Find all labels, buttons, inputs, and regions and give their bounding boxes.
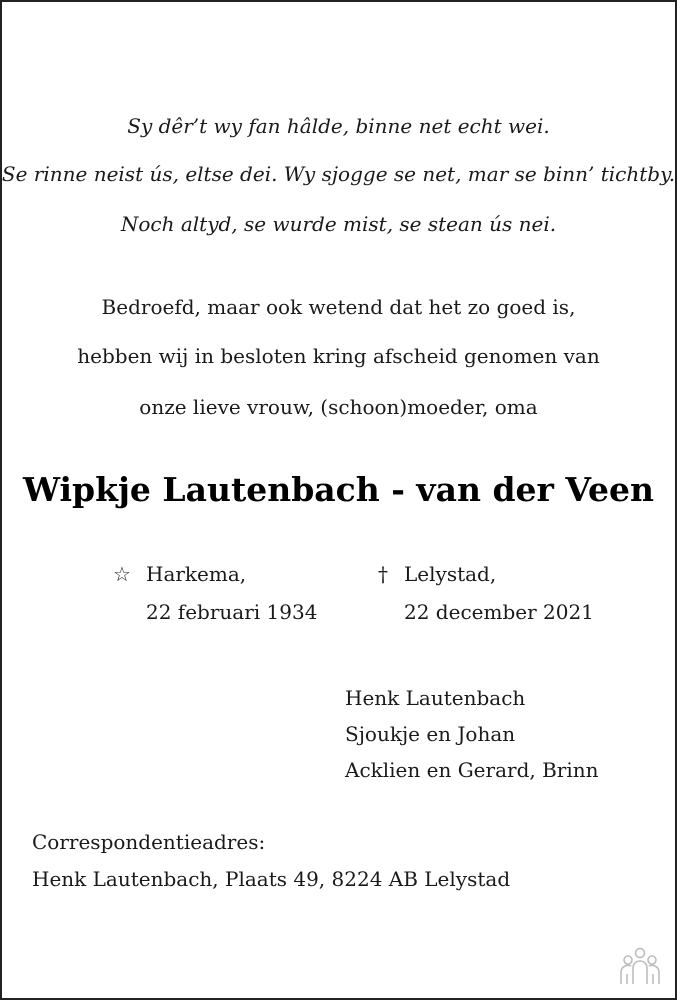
poem-line-1: Sy dêr’t wy fan hâlde, binne net echt wei. (127, 114, 550, 138)
star-icon: ☆ (113, 562, 131, 586)
poem-line-3: Noch altyd, se wurde mist, se stean ús nei. (120, 212, 557, 236)
family-line-3: Acklien en Gerard, Brinn (345, 758, 599, 782)
family-line-1: Henk Lautenbach (345, 686, 526, 710)
correspondence-address: Henk Lautenbach, Plaats 49, 8224 AB Lelystad (32, 867, 511, 891)
death-place: Lelystad, (404, 562, 497, 586)
family-line-2: Sjoukje en Johan (345, 722, 516, 746)
death-date: 22 december 2021 (404, 600, 594, 624)
poem-line-2: Se rinne neist ús, eltse dei. Wy sjogge se net, mar se binn’ tichtby. (1, 162, 676, 186)
correspondence-label: Correspondentieadres: (32, 830, 266, 854)
birth-date: 22 februari 1934 (146, 600, 318, 624)
intro-line-3: onze lieve vrouw, (schoon)moeder, oma (139, 395, 538, 419)
intro-line-2: hebben wij in besloten kring afscheid genomen van (77, 344, 600, 368)
people-group-icon (616, 946, 664, 986)
intro-line-1: Bedroefd, maar ook wetend dat het zo goed is, (101, 295, 576, 319)
cross-icon: † (378, 562, 388, 586)
birth-place: Harkema, (146, 562, 247, 586)
deceased-name: Wipkje Lautenbach - van der Veen (23, 470, 654, 509)
